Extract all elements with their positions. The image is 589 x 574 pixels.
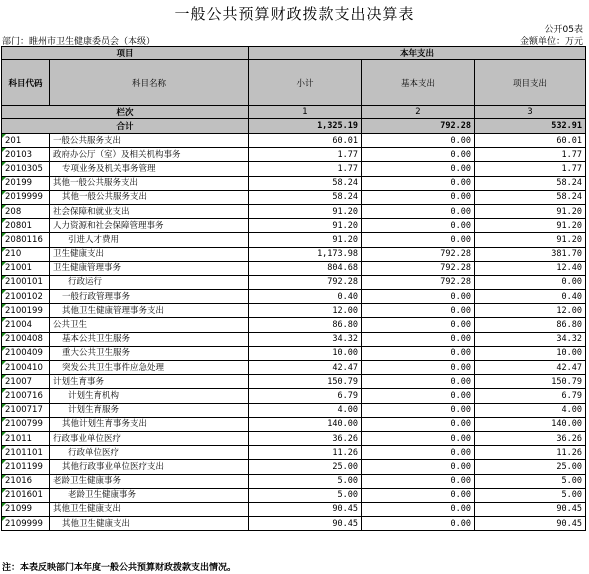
cell-marker-icon (2, 262, 6, 266)
row-subtotal: 58.24 (249, 190, 362, 204)
row-name: 基本公共卫生服务 (50, 332, 249, 346)
header-current-year: 本年支出 (249, 47, 586, 60)
row-name: 老龄卫生健康事务 (50, 474, 249, 488)
table-row (2, 204, 586, 218)
row-code (2, 460, 50, 474)
header-col3: 3 (475, 106, 586, 119)
row-code (2, 290, 50, 304)
row-basic: 0.00 (362, 361, 475, 375)
cell-marker-icon (2, 233, 6, 237)
table-row (2, 233, 586, 247)
row-code-text: 20801 (5, 220, 33, 231)
row-code-text: 2100799 (5, 419, 43, 430)
row-name: 一般公共服务支出 (50, 134, 249, 148)
header-subtotal: 小计 (249, 60, 362, 106)
row-basic: 0.00 (362, 219, 475, 233)
table-row (2, 290, 586, 304)
row-project: 150.79 (475, 375, 586, 389)
row-code-text: 208 (5, 206, 22, 217)
table-row (2, 502, 586, 516)
header-basic: 基本支出 (362, 60, 475, 106)
row-code-text: 2101199 (5, 461, 43, 472)
row-code (2, 148, 50, 162)
row-code-text: 20199 (5, 178, 33, 189)
row-code-text: 2101601 (5, 490, 43, 501)
row-subtotal: 42.47 (249, 361, 362, 375)
cell-marker-icon (2, 318, 6, 322)
row-name: 卫生健康支出 (50, 247, 249, 261)
row-subtotal: 86.80 (249, 318, 362, 332)
row-subtotal: 4.00 (249, 403, 362, 417)
row-code (2, 346, 50, 360)
cell-marker-icon (2, 503, 6, 507)
form-number: 公开05表 (544, 25, 583, 35)
expenditure-table (1, 46, 586, 531)
row-code (2, 219, 50, 233)
row-subtotal: 25.00 (249, 460, 362, 474)
row-subtotal: 90.45 (249, 502, 362, 516)
table-row (2, 517, 586, 531)
cell-marker-icon (2, 475, 6, 479)
row-project: 4.00 (475, 403, 586, 417)
row-code (2, 431, 50, 445)
table-row (2, 474, 586, 488)
cell-marker-icon (2, 375, 6, 379)
row-code-text: 2010305 (5, 163, 43, 174)
table-row (2, 162, 586, 176)
cell-marker-icon (2, 148, 6, 152)
row-code (2, 247, 50, 261)
table-row (2, 219, 586, 233)
row-project: 36.26 (475, 431, 586, 445)
row-subtotal: 10.00 (249, 346, 362, 360)
report-title: 一般公共预算财政拨款支出决算表 (174, 5, 415, 23)
row-code (2, 403, 50, 417)
row-code-text: 2100409 (5, 348, 43, 359)
row-name: 行政事业单位医疗 (50, 431, 249, 445)
table-row (2, 346, 586, 360)
cell-marker-icon (2, 432, 6, 436)
row-basic: 0.00 (362, 204, 475, 218)
row-project: 86.80 (475, 318, 586, 332)
row-project: 1.77 (475, 162, 586, 176)
row-basic: 0.00 (362, 148, 475, 162)
row-subtotal: 5.00 (249, 488, 362, 502)
table-row (2, 446, 586, 460)
row-project: 42.47 (475, 361, 586, 375)
cell-marker-icon (2, 219, 6, 223)
row-basic: 0.00 (362, 290, 475, 304)
row-subtotal: 1.77 (249, 148, 362, 162)
row-subtotal: 36.26 (249, 431, 362, 445)
row-code (2, 134, 50, 148)
row-code (2, 375, 50, 389)
row-subtotal: 12.00 (249, 304, 362, 318)
header-name: 科目名称 (50, 60, 249, 106)
row-project: 0.00 (475, 275, 586, 289)
amount-unit-label: 金额单位：万元 (519, 37, 583, 47)
footnote: 注：本表反映部门本年度一般公共预算财政拨款支出情况。 (2, 563, 237, 573)
row-name: 其他计划生育事务支出 (50, 417, 249, 431)
row-subtotal: 11.26 (249, 446, 362, 460)
row-name: 政府办公厅（室）及相关机构事务 (50, 148, 249, 162)
row-subtotal: 5.00 (249, 474, 362, 488)
row-code-text: 2100408 (5, 334, 43, 345)
cell-marker-icon (2, 162, 6, 166)
table-row (2, 176, 586, 190)
row-name: 其他卫生健康管理事务支出 (50, 304, 249, 318)
row-code-text: 20103 (5, 149, 33, 160)
row-code-text: 21007 (5, 376, 33, 387)
row-project: 91.20 (475, 233, 586, 247)
row-basic: 0.00 (362, 502, 475, 516)
row-name: 突发公共卫生事件应急处理 (50, 361, 249, 375)
row-subtotal: 91.20 (249, 204, 362, 218)
table-row (2, 389, 586, 403)
cell-marker-icon (2, 404, 6, 408)
row-subtotal: 792.28 (249, 275, 362, 289)
row-project: 12.40 (475, 261, 586, 275)
row-name: 重大公共卫生服务 (50, 346, 249, 360)
row-name: 行政运行 (50, 275, 249, 289)
row-basic: 0.00 (362, 190, 475, 204)
cell-marker-icon (2, 517, 6, 521)
row-subtotal: 60.01 (249, 134, 362, 148)
row-basic: 0.00 (362, 417, 475, 431)
row-basic: 0.00 (362, 318, 475, 332)
row-name: 行政单位医疗 (50, 446, 249, 460)
table-row (2, 431, 586, 445)
row-name: 计划生育服务 (50, 403, 249, 417)
cell-marker-icon (2, 205, 6, 209)
row-name: 社会保障和就业支出 (50, 204, 249, 218)
row-subtotal: 140.00 (249, 417, 362, 431)
cell-marker-icon (2, 418, 6, 422)
cell-marker-icon (2, 248, 6, 252)
row-basic: 0.00 (362, 375, 475, 389)
row-basic: 792.28 (362, 247, 475, 261)
row-project: 140.00 (475, 417, 586, 431)
row-name: 卫生健康管理事务 (50, 261, 249, 275)
header-col1: 1 (249, 106, 362, 119)
row-project: 91.20 (475, 219, 586, 233)
cell-marker-icon (2, 276, 6, 280)
cell-marker-icon (2, 389, 6, 393)
row-project: 5.00 (475, 474, 586, 488)
row-basic: 0.00 (362, 474, 475, 488)
row-code-text: 2019999 (5, 192, 43, 203)
row-code-text: 21011 (5, 433, 33, 444)
row-basic: 0.00 (362, 403, 475, 417)
row-code (2, 204, 50, 218)
row-code (2, 488, 50, 502)
row-code (2, 176, 50, 190)
header-item: 项目 (2, 47, 249, 60)
row-basic: 792.28 (362, 275, 475, 289)
row-code-text: 210 (5, 249, 22, 260)
row-project: 11.26 (475, 446, 586, 460)
table-row (2, 403, 586, 417)
cell-marker-icon (2, 446, 6, 450)
row-name: 人力资源和社会保障管理事务 (50, 219, 249, 233)
table-row (2, 261, 586, 275)
row-basic: 0.00 (362, 332, 475, 346)
row-name: 其他卫生健康支出 (50, 502, 249, 516)
row-code (2, 332, 50, 346)
total-subtotal: 1,325.19 (249, 119, 362, 134)
cell-marker-icon (2, 134, 6, 138)
row-subtotal: 91.20 (249, 219, 362, 233)
row-name: 其他卫生健康支出 (50, 517, 249, 531)
row-subtotal: 34.32 (249, 332, 362, 346)
row-basic: 0.00 (362, 233, 475, 247)
row-project: 10.00 (475, 346, 586, 360)
row-project: 12.00 (475, 304, 586, 318)
row-basic: 0.00 (362, 346, 475, 360)
row-subtotal: 91.20 (249, 233, 362, 247)
row-code-text: 21004 (5, 320, 33, 331)
row-basic: 0.00 (362, 460, 475, 474)
table-row (2, 460, 586, 474)
row-code (2, 517, 50, 531)
row-code (2, 502, 50, 516)
cell-marker-icon (2, 304, 6, 308)
row-name: 计划生育机构 (50, 389, 249, 403)
row-code-text: 2109999 (5, 518, 43, 529)
row-subtotal: 6.79 (249, 389, 362, 403)
row-name: 其他行政事业单位医疗支出 (50, 460, 249, 474)
row-code-text: 2100716 (5, 390, 43, 401)
cell-marker-icon (2, 460, 6, 464)
row-name: 其他一般公共服务支出 (50, 190, 249, 204)
row-basic: 0.00 (362, 134, 475, 148)
row-code (2, 318, 50, 332)
table-row (2, 375, 586, 389)
cell-marker-icon (2, 361, 6, 365)
row-project: 60.01 (475, 134, 586, 148)
row-code-text: 21099 (5, 504, 33, 515)
table-row (2, 304, 586, 318)
row-code-text: 2100102 (5, 291, 43, 302)
header-col2: 2 (362, 106, 475, 119)
row-name: 引进人才费用 (50, 233, 249, 247)
row-basic: 0.00 (362, 431, 475, 445)
row-code (2, 389, 50, 403)
row-code-text: 2080116 (5, 234, 43, 245)
row-project: 34.32 (475, 332, 586, 346)
department-label: 部门：睢州市卫生健康委员会（本级） (2, 37, 156, 47)
row-project: 58.24 (475, 176, 586, 190)
row-code (2, 162, 50, 176)
row-code (2, 361, 50, 375)
table-row (2, 247, 586, 261)
cell-marker-icon (2, 191, 6, 195)
row-project: 91.20 (475, 204, 586, 218)
table-row (2, 488, 586, 502)
row-name: 其他一般公共服务支出 (50, 176, 249, 190)
row-basic: 0.00 (362, 304, 475, 318)
table-row (2, 417, 586, 431)
table-row (2, 134, 586, 148)
header-project: 项目支出 (475, 60, 586, 106)
row-subtotal: 804.68 (249, 261, 362, 275)
row-code-text: 2101101 (5, 447, 43, 458)
row-project: 6.79 (475, 389, 586, 403)
row-basic: 0.00 (362, 446, 475, 460)
row-project: 1.77 (475, 148, 586, 162)
row-subtotal: 1,173.98 (249, 247, 362, 261)
table-row (2, 361, 586, 375)
row-code-text: 2100199 (5, 305, 43, 316)
row-subtotal: 0.40 (249, 290, 362, 304)
row-subtotal: 90.45 (249, 517, 362, 531)
total-label: 合计 (2, 119, 249, 134)
header-column-label: 栏次 (2, 106, 249, 119)
row-name: 一般行政管理事务 (50, 290, 249, 304)
row-project: 5.00 (475, 488, 586, 502)
row-code (2, 233, 50, 247)
cell-marker-icon (2, 177, 6, 181)
header-code: 科目代码 (2, 60, 50, 106)
cell-marker-icon (2, 489, 6, 493)
row-project: 381.70 (475, 247, 586, 261)
table-row (2, 190, 586, 204)
cell-marker-icon (2, 333, 6, 337)
total-project: 532.91 (475, 119, 586, 134)
row-project: 90.45 (475, 517, 586, 531)
row-basic: 792.28 (362, 261, 475, 275)
row-code (2, 275, 50, 289)
row-basic: 0.00 (362, 176, 475, 190)
row-code-text: 21001 (5, 263, 33, 274)
row-project: 25.00 (475, 460, 586, 474)
table-row (2, 332, 586, 346)
table-row (2, 318, 586, 332)
row-name: 老龄卫生健康事务 (50, 488, 249, 502)
row-code-text: 2100101 (5, 277, 43, 288)
row-code-text: 21016 (5, 476, 33, 487)
row-code-text: 2100717 (5, 405, 43, 416)
row-code (2, 446, 50, 460)
row-basic: 0.00 (362, 389, 475, 403)
row-basic: 0.00 (362, 517, 475, 531)
row-project: 0.40 (475, 290, 586, 304)
row-project: 90.45 (475, 502, 586, 516)
row-name: 公共卫生 (50, 318, 249, 332)
total-basic: 792.28 (362, 119, 475, 134)
row-name: 计划生育事务 (50, 375, 249, 389)
table-row (2, 148, 586, 162)
row-code-text: 201 (5, 135, 22, 146)
row-subtotal: 150.79 (249, 375, 362, 389)
cell-marker-icon (2, 290, 6, 294)
row-basic: 0.00 (362, 488, 475, 502)
table-row (2, 275, 586, 289)
row-code (2, 417, 50, 431)
row-project: 58.24 (475, 190, 586, 204)
cell-marker-icon (2, 347, 6, 351)
row-basic: 0.00 (362, 162, 475, 176)
row-code (2, 190, 50, 204)
row-name: 专项业务及机关事务管理 (50, 162, 249, 176)
row-code (2, 474, 50, 488)
row-subtotal: 58.24 (249, 176, 362, 190)
row-code (2, 261, 50, 275)
row-code-text: 2100410 (5, 362, 43, 373)
row-subtotal: 1.77 (249, 162, 362, 176)
row-code (2, 304, 50, 318)
